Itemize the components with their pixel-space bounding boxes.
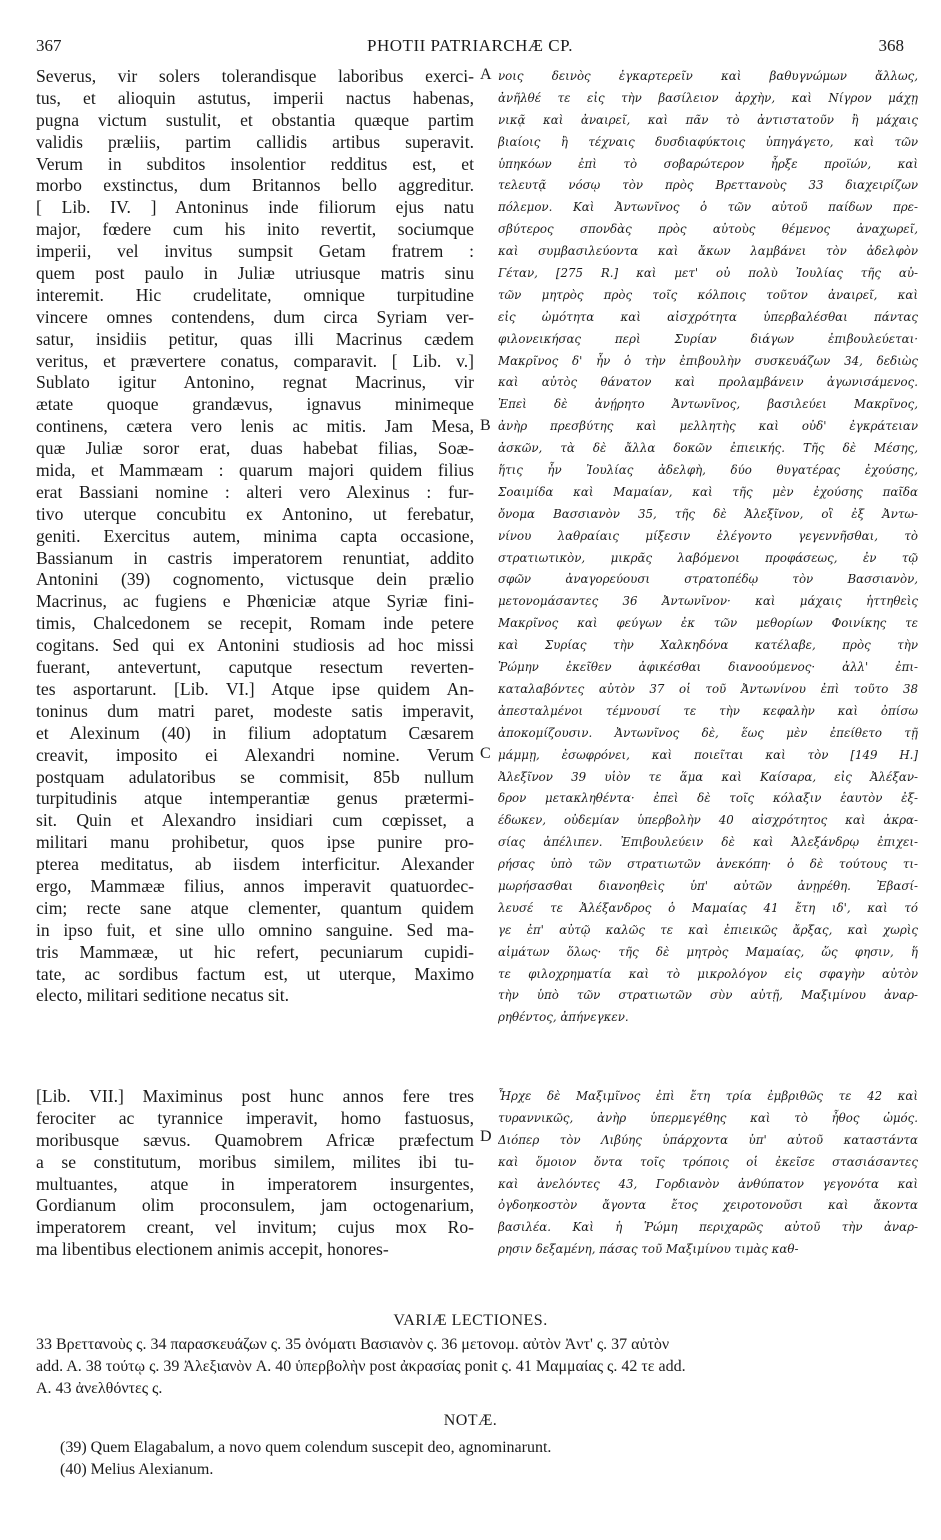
right-page-number: 368 (878, 36, 904, 55)
latin-line: Gordianum olim proconsulem, jam octogenarium, (36, 1195, 474, 1216)
greek-line: ἀποκομίζουσιν. Ἀντωνῖνος δὲ, ἕως μὲν ἐπείθετο τῇ (498, 725, 918, 740)
greek-line: σφῶν ἀναγορεύουσι στρατοπέδῳ τὸν Βασσιανὸν, (498, 572, 918, 587)
greek-line: ρησιν δεξαμένη, πάσας τοῦ Μαξιμίνου τιμὰς καθ- (498, 1242, 799, 1257)
section-marker-a: A (480, 66, 492, 83)
latin-line: et Alexinum (40) in filium adoptatum Cæsarem (36, 722, 474, 743)
latin-line: validis præliis, partim callidis artibus superavit. (36, 131, 474, 152)
note-line: (39) Quem Elagabalum, a novo quem colendum suscepit deo, agnominarunt. (60, 1439, 552, 1456)
notae-title: NOTÆ. (443, 1412, 498, 1429)
greek-line: καὶ ὅμοιον ὄντα τοῖς τρόποις οἱ ἐκεῖσε στασιάσαντες (498, 1154, 918, 1169)
notes (60, 1438, 920, 1482)
variant-reading-line: A. 43 ἀνελθόντες ς. (36, 1379, 163, 1397)
greek-line: γε ἐπ' αὐτῷ καλῶς τε καὶ ἐπιεικῶς ἄρξας, καὶ χωρὶς (498, 922, 918, 937)
variant-reading-line: add. A. 38 τούτῳ ς. 39 Ἀλεξιανὸν A. 40 ὑπερβολὴν post ἀκρασίας ponit ς. 41 Μαμμαίας ς. 42 τε add. (36, 1357, 686, 1375)
greek-line: σβύτερος σπονδὰς πρὸς αὐτοὺς θέμενος ἀναχωρεῖ, (498, 222, 918, 237)
latin-line: Sublato igitur Antonino, regnat Macrinus, vir (36, 372, 474, 393)
latin-line: creavit, imposito ei Alexandri nomine. Verum (36, 744, 474, 765)
latin-line: [Lib. VII.] Maximinus post hunc annos fere tres (36, 1086, 474, 1106)
greek-line: τελευτᾷ νόσῳ τὸν πρὸς Βρεττανοὺς 33 διαχειρίζων (498, 178, 918, 193)
latin-line: timis, Chalcedonem se recepit, Romam inde petere (36, 613, 474, 634)
greek-line: Σοαιμίδα καὶ Μαμαίαν, καὶ τῆς μὲν ἐχούσης παῖδα (498, 484, 918, 499)
latin-line: continens, cætera vero lenis ac mitis. Jam Mesa, (36, 416, 474, 437)
greek-line: τε φιλοχρηματία καὶ τὸ μικρολόγον εἰς σφαγὴν αὐτὸν (498, 966, 918, 981)
latin-line: Antonini (39) cognomento, victusque dein prælio (36, 569, 474, 590)
greek-line: δρον μετακληθέντα· ἐπεὶ δὲ τοῖς κόλαξιν ἑαυτὸν ἐξ- (498, 791, 918, 806)
latin-line: moribusque sævus. Quamobrem Africæ præfectum (36, 1129, 474, 1150)
greek-line: καὶ αὐτὸς θάνατον καὶ προλαμβάνειν ἀγωνισάμενος. (498, 375, 918, 390)
greek-line: έδωκεν, οὐδεμίαν ὑπερβολὴν 40 αἰσχρότητος καὶ ἀκρα- (498, 813, 918, 828)
latin-line: a se constitutum, moribus similem, milites ibi tu- (36, 1151, 474, 1172)
latin-line: quæ Juliæ soror erat, duas habebat filias, Soæ- (36, 438, 474, 459)
greek-line: νοις δεινὸς ἐγκαρτερεῖν καὶ βαθυγνώμων ἄλλως, (498, 69, 918, 83)
greek-line: σίας ἀπέλιπεν. Ἐπιβουλεύειν δὲ καὶ Ἀλεξάνδρῳ ἐπιχει- (498, 835, 918, 850)
greek-line: ἥτις ἦν Ἰουλίας ἀδελφὴ, δύο θυγατέρας ἐχούσης, (498, 463, 918, 478)
greek-line: φιλονεικήσας περὶ Συρίαν διάγων ἐπιβουλεύεται· (498, 331, 918, 346)
latin-line: quem post paulo in Juliæ utriusque matris sinu (36, 263, 474, 284)
greek-line: Μακρῖνος δ' ἦν ὁ τὴν ἐπιβουλὴν συσκευάζων 34, δεδιὼς (498, 353, 918, 368)
greek-line: Γέταν, [275 R.] καὶ μετ' οὐ πολὺ Ἰουλίας τῆς αὐ- (498, 266, 918, 281)
greek-line: βιαίοις ἢ τέχναις δυσδιαφύκτοις ὑπηγάγετο, καὶ τῶν (498, 134, 918, 149)
latin-line: satur, insidiis petitur, quas illi Macrinus cædem (36, 328, 474, 349)
latin-line: major, fœdere cum his inito revertit, sociumque (36, 219, 474, 240)
latin-line: Severus, vir solers tolerandisque laboribus exerci- (36, 66, 474, 86)
latin-line: morbo exstinctus, dum Britannos bello aggreditur. (36, 175, 474, 196)
latin-line: pterea meditatus, ab iisdem interficitur. Alexander (36, 854, 474, 875)
latin-line: Macrinus, ac fugiens e Phœniciæ atque Syriæ fini- (36, 591, 474, 612)
greek-line: νίνου λαθραίαις μίξεσιν ἐλέγοντο γεγεννῆσθαι, τὸ (498, 528, 918, 543)
greek-line: μάμμῃ, ἐσωφρόνει, καὶ ποιεῖται καὶ τὸν [149 H.] (498, 747, 918, 762)
greek-line: ρηθέντος, ἀπήνεγκεν. (498, 1010, 629, 1025)
latin-line: multuantes, atque in imperatorem insurgentes, (36, 1173, 474, 1194)
latin-line: cim; recte sane atque clementer, quantum quidem (36, 897, 474, 918)
greek-line: μετονομάσαντες 36 Ἀντωνῖνον· καὶ μάχαις ἡττηθεὶς (498, 594, 918, 609)
greek-line: καταλαβόντες αὐτὸν 37 οἱ τοῦ Ἀντωνίνου ἐπὶ τοῦτο 38 (498, 681, 918, 696)
latin-line: tivo uterque concubitu ex Antonino, ut ferebatur, (36, 503, 474, 524)
greek-line: ἀσκῶν, τὰ δὲ ἄλλα δοκῶν ἐπιεικής. Τῆς δὲ Μέσης, (498, 441, 918, 456)
note-line: (40) Melius Alexianum. (60, 1460, 214, 1478)
greek-line: εἰς ὠμότητα καὶ αἰσχρότητα ὑπερβαλέσθαι πάντας (498, 309, 918, 324)
greek-line: στρατιωτικὸν, μικρᾶς λαβόμενοι προφάσεως, ἐν τῷ (498, 550, 918, 565)
latin-line: postquam adulatoribus se commisit, 85b nullum (36, 766, 474, 787)
latin-line: [ Lib. IV. ] Antoninus inde filiorum ejus natu (36, 197, 474, 218)
greek-line: πόλεμον. Καὶ Ἀντωνῖνος ὁ τῶν αὐτοῦ παίδων πρε- (498, 200, 918, 215)
latin-column-continued (36, 1086, 474, 1261)
section-marker-c: C (480, 745, 491, 762)
latin-line: geniti. Exercitus autem, minima capta occasione, (36, 525, 474, 546)
left-page-number: 367 (36, 36, 62, 55)
greek-line: Ἦρχε δὲ Μαξιμῖνος ἐπὶ ἔτη τρία ἐμβριθῶς τε 42 καὶ (498, 1089, 918, 1103)
greek-line: Ἀλεξῖνον 39 υἱὸν τε ἅμα καὶ Καίσαρα, εἰς Ἀλέξαν- (498, 769, 918, 784)
latin-line: Verum in subditos insolentior redditus est, et (36, 153, 474, 174)
greek-line: καὶ ἀνελόντες 43, Γορδιανὸν ἀνθύπατον γεγονότα καὶ (498, 1176, 918, 1191)
latin-column (36, 66, 474, 1007)
latin-line: Bassianum in castris imperatorem renuntiat, addito (36, 547, 474, 568)
greek-line: λευσέ τε Ἀλέξανδρος ὁ Μαμαίας 41 ἔτη ιδ', καὶ τό (498, 900, 918, 915)
greek-line: καὶ Συρίας τὴν Χαλκηδόνα κατέλαβε, πρὸς τὴν (498, 638, 918, 653)
greek-line: τὴν ὑπὸ τῶν στρατιωτῶν σὺν αὐτῇ, Μαξιμίνου ἀναρ- (498, 988, 918, 1003)
latin-line: pugna victum sustulit, et obstantia quæque partim (36, 109, 474, 130)
greek-line: αἱμάτων ὅλως· τῆς δὲ μητρὸς Μαμαίας, ὥς φησιν, ἥ (498, 944, 918, 959)
latin-line: in ipso fuit, et sine ullo omnino sanguine. Sed ma- (36, 919, 474, 940)
running-header (36, 36, 904, 62)
running-title: PHOTII PATRIARCHÆ CP. (367, 36, 573, 55)
latin-line: fuerant, antevertunt, caputque resectum reverten- (36, 657, 474, 678)
latin-line: ergo, Mammææ filius, annos imperavit quatuordec- (36, 875, 474, 896)
greek-line: Ῥώμην ἐκεῖθεν ἀφικέσθαι διανοούμενος· ἀλλ' ἐπι- (498, 660, 918, 675)
latin-line: militari manu prohibetur, quos ipse punire pro- (36, 832, 474, 853)
latin-line: ætate quoque grandævus, ignavus minimeque (36, 394, 474, 415)
greek-line: Ἐπεὶ δὲ ἀνῄρητο Ἀντωνῖνος, βασιλεύει Μακρῖνος, (498, 397, 918, 412)
greek-column (498, 66, 918, 1029)
greek-line: νικᾷ καὶ ἀναιρεῖ, καὶ πᾶν τὸ ἀντιστατοῦν ἢ μάχαις (498, 112, 918, 127)
section-marker-d: D (480, 1128, 492, 1145)
latin-line: veritus, et prævertere conatus, comparavit. [ Lib. v.] (36, 350, 474, 371)
variant-reading-line: 33 Βρεττανοὺς ς. 34 παρασκευάζων ς. 35 ὀνόματι Βασιανὸν ς. 36 μετονομ. αὐτὸν Ἀντ' ς. 37 αὐτὸν (36, 1336, 670, 1353)
greek-line: βασιλέα. Καὶ ἡ Ῥώμη περιχαρῶς αὐτοῦ τὴν ἀναρ- (498, 1220, 918, 1235)
greek-line: μωρήσασθαι διανοηθεὶς ὑπ' αὐτῶν ἀνῃρέθη. Ἐβασί- (498, 878, 918, 893)
greek-line: ἀνὴρ πρεσβύτης καὶ μελλητὴς καὶ οὐδ' ἐγκράτειαν (498, 419, 918, 434)
section-marker-b: B (480, 417, 491, 434)
greek-line: ὀγδοηκοστὸν ἄγοντα ἔτος χειροτονοῦσι καὶ ἄκοντα (498, 1198, 918, 1213)
latin-line: tris Mammææ, ut hic refert, pecuniarum cupidi- (36, 941, 474, 962)
greek-line: τυραννικῶς, ἀνὴρ ὑπερμεγέθης καὶ τὸ ἦθος ὠμός. (498, 1110, 918, 1125)
latin-line: ma libentibus electionem animis accepit, honores- (36, 1239, 389, 1260)
latin-line: vincere omnes contendens, dum circa Syriam ver- (36, 306, 474, 327)
latin-line: turpitudinis atque intemperantiæ genus prætermi- (36, 788, 474, 809)
greek-line: ὄνομα Βασσιανὸν 35, τῆς δὲ Ἀλεξῖνον, οἳ ἐξ Ἀντω- (498, 506, 918, 521)
greek-line: ρήσας ὑπὸ τῶν στρατιωτῶν ἀνεκόπη· ὁ δὲ τούτους τι- (498, 857, 918, 872)
latin-line: tes asportarunt. [Lib. VI.] Atque ipse quidem An- (36, 678, 474, 699)
latin-line: electo, militari seditione necatus sit. (36, 985, 290, 1006)
latin-line: tus, et alioquin astutus, imperii nactus habenas, (36, 87, 474, 108)
latin-line: ferociter ac tyrannice imperavit, homo fastuosus, (36, 1107, 474, 1128)
latin-line: cogitans. Sed qui ex Antonini studiosis ad hoc missi (36, 635, 474, 656)
latin-line: mida, et Mammæam : quarum majori quidem filius (36, 460, 474, 481)
greek-column-continued (498, 1086, 918, 1261)
latin-line: toninus dum matri paret, modeste satis imperavit, (36, 700, 474, 721)
latin-line: erat Bassiani nomine : alteri vero Alexinus : fur- (36, 481, 474, 502)
greek-line: Διόπερ τὸν Λιβύης ὑπάρχοντα ὑπ' αὐτοῦ καταστάντα (498, 1132, 918, 1147)
latin-line: sit. Quin et Alexandro insidiari cum cœpisset, a (36, 810, 474, 831)
greek-line: ἀνῆλθέ τε εἰς τὴν βασίλειον ἀρχὴν, καὶ Νίγρον μάχῃ (498, 90, 918, 105)
latin-line: interemit. Hic crudelitate, omnique turpitudine (36, 284, 474, 305)
variae-lectiones (36, 1334, 916, 1400)
latin-line: imperatorem creant, vel invitum; cujus mox Ro- (36, 1217, 474, 1238)
greek-line: Μακρῖνος καὶ φεύγων ἐκ τῶν μεθορίων Φοινίκης τε (498, 616, 918, 631)
latin-line: tate, ac sordibus factum est, ut uterque, Maximo (36, 963, 474, 984)
greek-line: τῶν μητρὸς πρὸς τοῖς κόλποις τοῦτον ἀναιρεῖ, καὶ (498, 287, 918, 302)
greek-line: ὑπηκόων ἐπὶ τὸ σοβαρώτερον ἦρξε προϊών, καὶ (498, 156, 918, 171)
greek-line: ἀπεσταλμένοι τέμνουσί τε τὴν κεφαλὴν καὶ ὀπίσω (498, 703, 918, 718)
variae-lectiones-title: VARIÆ LECTIONES. (393, 1312, 548, 1329)
latin-line: imperii, vel invitus sumpsit Getam fratrem : (36, 241, 474, 262)
greek-line: καὶ συμβασιλεύοντα καὶ ἄκων λαμβάνει τὸν ἀδελφὸν (498, 244, 918, 259)
